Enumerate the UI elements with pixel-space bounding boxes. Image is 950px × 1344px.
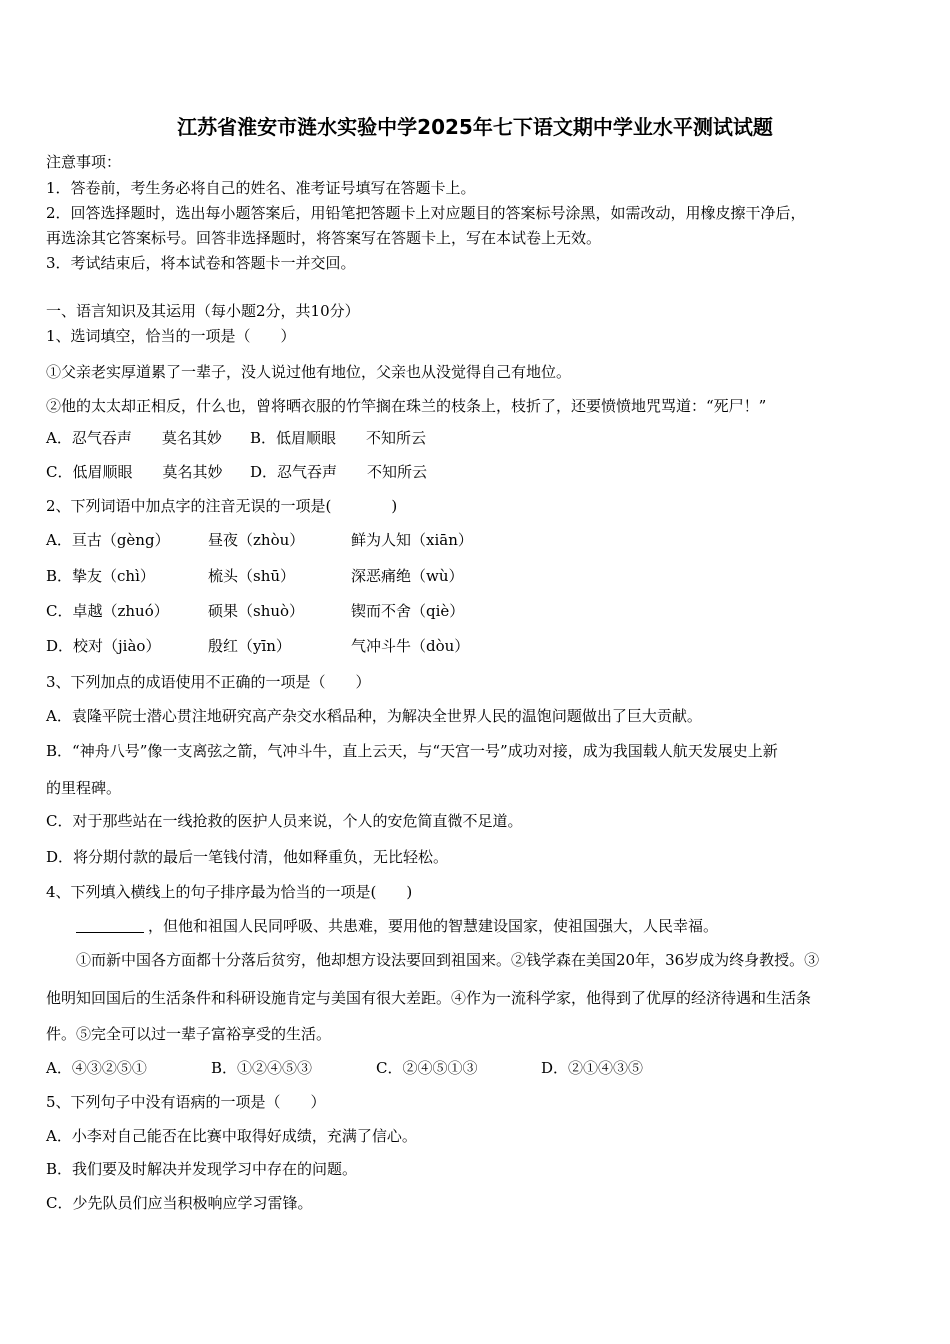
q1-option-c[interactable]: C．低眉顺眼 莫名其妙: [46, 463, 223, 481]
q2-d-word2: 殷红（yīn）: [208, 637, 291, 655]
q1-options-cd: [46, 462, 427, 482]
q3-option-d[interactable]: D．将分期付款的最后一笔钱付清，他如释重负，无比轻松。: [46, 848, 449, 866]
q4-passage-3: 件。⑤完全可以过一辈子富裕享受的生活。: [46, 1025, 332, 1043]
q2-b-word3: 深恶痛绝（wù）: [351, 567, 464, 585]
q5-stem: 5、下列句子中没有语病的一项是（ ）: [46, 1093, 326, 1111]
q1-option-d[interactable]: D．忍气吞声 不知所云: [250, 463, 428, 481]
q4-options: [46, 1058, 643, 1078]
q3-option-b-cont: 的里程碑。: [46, 779, 122, 797]
q1-stem: 1、选词填空，恰当的一项是（ ）: [46, 327, 296, 345]
q1-option-a[interactable]: A．忍气吞声 莫名其妙: [46, 429, 222, 447]
notice-heading: 注意事项：: [46, 153, 122, 171]
notice-item-3: 3．考试结束后，将本试卷和答题卡一并交回。: [46, 254, 356, 272]
q5-option-c[interactable]: C．少先队员们应当积极响应学习雷锋。: [46, 1194, 313, 1212]
q2-b-word1: B．挚友（chì）: [46, 567, 155, 585]
q4-option-c[interactable]: C．②④⑤①③: [376, 1059, 478, 1077]
notice-item-2: 2．回答选择题时，选出每小题答案后，用铅笔把答题卡上对应题目的答案标号涂黑，如需改动，用橡皮擦干净后，: [46, 204, 806, 222]
q1-option-b[interactable]: B．低眉顺眼 不知所云: [250, 429, 427, 447]
q4-passage-1: ①而新中国各方面都十分落后贫穷，他却想方设法要回到祖国来。②钱学森在美国20年，36岁成为终身教授。③: [76, 951, 820, 969]
q3-option-b[interactable]: B．“神舟八号”像一支离弦之箭，气冲斗牛，直上云天，与“天宫一号”成功对接，成为我国载人航天发展史上新: [46, 742, 778, 760]
q1-options-ab: [46, 428, 426, 448]
q4-passage-2: 他明知回国后的生活条件和科研设施肯定与美国有很大差距。④作为一流科学家，他得到了优厚的经济待遇和生活条: [46, 989, 812, 1007]
q5-option-b[interactable]: B．我们要及时解决并发现学习中存在的问题。: [46, 1160, 358, 1178]
q1-sentence-1: ①父亲老实厚道累了一辈子，没人说过他有地位，父亲也从没觉得自己有地位。: [46, 363, 572, 381]
q2-b-word2: 梳头（shū）: [208, 567, 296, 585]
q2-option-b[interactable]: [46, 566, 464, 586]
q3-stem: 3、下列加点的成语使用不正确的一项是（ ）: [46, 673, 371, 691]
q2-d-word3: 气冲斗牛（dòu）: [351, 637, 470, 655]
q2-option-d[interactable]: [46, 636, 469, 656]
q1-sentence-2: ②他的太太却正相反，什么也，曾将晒衣服的竹竿搁在珠兰的枝条上，枝折了，还要愤愤地咒骂道：“死尸！”: [46, 397, 767, 415]
q3-option-c[interactable]: C．对于那些站在一线抢救的医护人员来说，个人的安危简直微不足道。: [46, 812, 523, 830]
q2-c-word2: 硕果（shuò）: [208, 602, 305, 620]
q2-option-a[interactable]: [46, 530, 473, 550]
q2-c-word1: C．卓越（zhuó）: [46, 602, 169, 620]
q2-a-word3: 鲜为人知（xiān）: [351, 531, 473, 549]
notice-item-2-cont: 再选涂其它答案标号。回答非选择题时，将答案写在答题卡上，写在本试卷上无效。: [46, 229, 602, 247]
q2-stem: 2、下列词语中加点字的注音无误的一项是( ): [46, 497, 398, 515]
q4-option-d[interactable]: D．②①④③⑤: [541, 1059, 644, 1077]
q2-a-word1: A．亘古（gèng）: [46, 531, 170, 549]
q4-option-b[interactable]: B．①②④⑤③: [211, 1059, 313, 1077]
q2-option-c[interactable]: [46, 601, 464, 621]
q2-a-word2: 昼夜（zhòu）: [208, 531, 305, 549]
q2-d-word1: D．校对（jiào）: [46, 637, 161, 655]
section-heading: 一、语言知识及其运用（每小题2分，共10分）: [46, 302, 360, 320]
q4-option-a[interactable]: A．④③②⑤①: [46, 1059, 147, 1077]
q5-option-a[interactable]: A．小李对自己能否在比赛中取得好成绩，充满了信心。: [46, 1127, 417, 1145]
notice-item-1: 1．答卷前，考生务必将自己的姓名、准考证号填写在答题卡上。: [46, 179, 476, 197]
answer-blank: [76, 918, 144, 933]
q3-option-a[interactable]: A．袁隆平院士潜心贯注地研究高产杂交水稻品种，为解决全世界人民的温饱问题做出了巨大贡献。: [46, 707, 702, 725]
q4-stem: 4、下列填入横线上的句子排序最为恰当的一项是( ): [46, 883, 413, 901]
q2-c-word3: 锲而不舍（qiè）: [351, 602, 465, 620]
q4-blank-text: ，但他和祖国人民同呼吸、共患难，要用他的智慧建设国家，使祖国强大，人民幸福。: [148, 917, 719, 935]
document-title: 江苏省淮安市涟水实验中学2025年七下语文期中学业水平测试试题: [177, 115, 773, 139]
q4-blank-sentence: [76, 916, 718, 936]
